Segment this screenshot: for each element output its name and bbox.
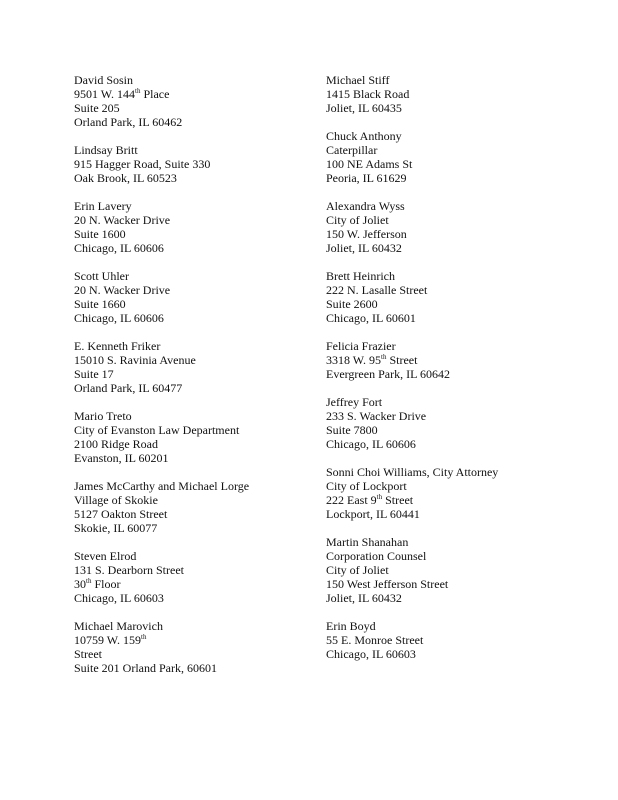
address-entry bbox=[326, 465, 596, 521]
address-line bbox=[74, 451, 304, 465]
address-text: Chicago, IL 60603 bbox=[74, 591, 164, 605]
address-text: City of Joliet bbox=[326, 213, 389, 227]
address-entry bbox=[74, 409, 304, 465]
address-text: 15010 S. Ravinia Avenue bbox=[74, 353, 196, 367]
addressee-name bbox=[74, 409, 304, 423]
address-line bbox=[74, 157, 304, 171]
address-column-right bbox=[326, 73, 596, 675]
address-text: 131 S. Dearborn Street bbox=[74, 563, 184, 577]
address-line bbox=[326, 283, 596, 297]
address-text: Michael Marovich bbox=[74, 619, 163, 633]
address-line bbox=[326, 409, 596, 423]
address-text: 3318 W. 95 bbox=[326, 353, 382, 367]
address-line bbox=[326, 227, 596, 241]
address-text: Chicago, IL 60606 bbox=[326, 437, 416, 451]
address-text: Erin Boyd bbox=[326, 619, 376, 633]
address-text: David Sosin bbox=[74, 73, 134, 87]
address-line bbox=[326, 479, 596, 493]
addressee-name bbox=[326, 465, 596, 479]
address-text: Evanston, IL 60201 bbox=[74, 451, 169, 465]
address-entry bbox=[74, 269, 304, 325]
address-line bbox=[326, 437, 596, 451]
address-text: Sonni Choi Williams, City Attorney bbox=[326, 465, 499, 479]
address-line bbox=[326, 157, 596, 171]
address-line bbox=[74, 577, 304, 591]
addressee-name bbox=[74, 479, 304, 493]
address-text: Mario Treto bbox=[74, 409, 132, 423]
address-text: City of Lockport bbox=[326, 479, 407, 493]
addressee-name bbox=[326, 269, 596, 283]
address-line bbox=[326, 633, 596, 647]
address-line bbox=[74, 227, 304, 241]
ordinal-suffix: th bbox=[135, 87, 141, 95]
address-line bbox=[326, 297, 596, 311]
address-entry bbox=[74, 549, 304, 605]
addressee-name bbox=[326, 339, 596, 353]
address-text: 30 bbox=[74, 577, 86, 591]
address-text: Brett Heinrich bbox=[326, 269, 395, 283]
address-line bbox=[74, 101, 304, 115]
address-text-after: Place bbox=[140, 87, 170, 101]
address-text: Chicago, IL 60606 bbox=[74, 241, 164, 255]
address-text: Oak Brook, IL 60523 bbox=[74, 171, 177, 185]
addressee-name bbox=[326, 619, 596, 633]
address-text: 9501 W. 144 bbox=[74, 87, 136, 101]
address-entry bbox=[326, 619, 596, 661]
address-text: Orland Park, IL 60477 bbox=[74, 381, 183, 395]
address-text: James McCarthy and Michael Lorge bbox=[74, 479, 250, 493]
address-text: 2100 Ridge Road bbox=[74, 437, 158, 451]
address-line bbox=[74, 381, 304, 395]
addressee-name bbox=[326, 395, 596, 409]
address-text: Chicago, IL 60606 bbox=[74, 311, 164, 325]
address-text: Scott Uhler bbox=[74, 269, 129, 283]
addressee-name bbox=[326, 73, 596, 87]
address-text: 222 East 9 bbox=[326, 493, 377, 507]
address-line bbox=[74, 115, 304, 129]
address-line bbox=[74, 563, 304, 577]
address-text: Evergreen Park, IL 60642 bbox=[326, 367, 450, 381]
address-entry bbox=[326, 73, 596, 115]
address-line bbox=[74, 521, 304, 535]
address-entry bbox=[74, 199, 304, 255]
address-text: Caterpillar bbox=[326, 143, 378, 157]
address-entry bbox=[74, 479, 304, 535]
address-line bbox=[326, 423, 596, 437]
address-line bbox=[74, 591, 304, 605]
address-text: Joliet, IL 60432 bbox=[326, 241, 402, 255]
address-entry bbox=[326, 129, 596, 185]
address-text: 100 NE Adams St bbox=[326, 157, 413, 171]
address-text: Suite 7800 bbox=[326, 423, 378, 437]
address-line bbox=[326, 591, 596, 605]
addressee-name bbox=[74, 143, 304, 157]
address-line bbox=[74, 213, 304, 227]
address-line bbox=[326, 241, 596, 255]
address-line bbox=[74, 493, 304, 507]
address-entry bbox=[326, 199, 596, 255]
ordinal-suffix: th bbox=[141, 633, 147, 641]
address-line bbox=[326, 549, 596, 563]
address-text: 20 N. Wacker Drive bbox=[74, 213, 171, 227]
address-text: Suite 1660 bbox=[74, 297, 126, 311]
address-text: Erin Lavery bbox=[74, 199, 132, 213]
addressee-name bbox=[74, 339, 304, 353]
address-text: Suite 1600 bbox=[74, 227, 126, 241]
address-line bbox=[326, 101, 596, 115]
address-text: Chuck Anthony bbox=[326, 129, 402, 143]
address-entry bbox=[74, 73, 304, 129]
address-text: 1415 Black Road bbox=[326, 87, 410, 101]
address-line bbox=[74, 647, 304, 661]
address-entry bbox=[326, 395, 596, 451]
address-entry bbox=[74, 339, 304, 395]
address-text: Street bbox=[74, 647, 102, 661]
address-line bbox=[326, 311, 596, 325]
addressee-name bbox=[74, 269, 304, 283]
address-text: Chicago, IL 60601 bbox=[326, 311, 416, 325]
address-text: E. Kenneth Friker bbox=[74, 339, 161, 353]
addressee-name bbox=[74, 199, 304, 213]
address-text: Lindsay Britt bbox=[74, 143, 138, 157]
address-text-after: Floor bbox=[91, 577, 121, 591]
address-text: Joliet, IL 60435 bbox=[326, 101, 402, 115]
address-text: Chicago, IL 60603 bbox=[326, 647, 416, 661]
address-line bbox=[326, 353, 596, 367]
address-text-after: Street bbox=[382, 493, 414, 507]
address-text: Suite 17 bbox=[74, 367, 114, 381]
address-line bbox=[326, 87, 596, 101]
address-line bbox=[326, 563, 596, 577]
address-text: Martin Shanahan bbox=[326, 535, 409, 549]
address-text: Orland Park, IL 60462 bbox=[74, 115, 183, 129]
address-line bbox=[326, 507, 596, 521]
address-entry bbox=[74, 143, 304, 185]
ordinal-suffix: th bbox=[376, 493, 383, 501]
address-line bbox=[74, 241, 304, 255]
address-text: 10759 W. 159 bbox=[74, 633, 142, 647]
address-line bbox=[326, 367, 596, 381]
address-line bbox=[74, 437, 304, 451]
addressee-name bbox=[326, 535, 596, 549]
address-line bbox=[74, 423, 304, 437]
address-line bbox=[74, 353, 304, 367]
address-text: Corporation Counsel bbox=[326, 549, 427, 563]
address-entry bbox=[326, 339, 596, 381]
address-text: 150 W. Jefferson bbox=[326, 227, 407, 241]
address-text: Peoria, IL 61629 bbox=[326, 171, 407, 185]
addressee-name bbox=[74, 73, 304, 87]
address-line bbox=[74, 367, 304, 381]
address-text: City of Joliet bbox=[326, 563, 389, 577]
address-text: Joliet, IL 60432 bbox=[326, 591, 402, 605]
address-entry bbox=[326, 535, 596, 605]
address-text: 150 West Jefferson Street bbox=[326, 577, 449, 591]
address-text: Suite 205 bbox=[74, 101, 120, 115]
address-line bbox=[74, 87, 304, 101]
address-text: 55 E. Monroe Street bbox=[326, 633, 424, 647]
address-line bbox=[74, 661, 304, 675]
address-line bbox=[326, 171, 596, 185]
address-text: 233 S. Wacker Drive bbox=[326, 409, 427, 423]
address-line bbox=[74, 507, 304, 521]
address-text: Steven Elrod bbox=[74, 549, 137, 563]
address-entry bbox=[74, 619, 304, 675]
address-line bbox=[74, 283, 304, 297]
address-text: Jeffrey Fort bbox=[326, 395, 383, 409]
address-text: Village of Skokie bbox=[74, 493, 158, 507]
address-line bbox=[326, 213, 596, 227]
address-text: Lockport, IL 60441 bbox=[326, 507, 420, 521]
address-text: 222 N. Lasalle Street bbox=[326, 283, 428, 297]
addressee-name bbox=[74, 549, 304, 563]
address-text: Skokie, IL 60077 bbox=[74, 521, 158, 535]
address-text: Suite 201 Orland Park, 60601 bbox=[74, 661, 217, 675]
address-entry bbox=[326, 269, 596, 325]
address-text: 5127 Oakton Street bbox=[74, 507, 168, 521]
address-text: Michael Stiff bbox=[326, 73, 390, 87]
address-line bbox=[326, 493, 596, 507]
ordinal-suffix: th bbox=[86, 577, 92, 585]
address-text: Felicia Frazier bbox=[326, 339, 396, 353]
addressee-name bbox=[326, 199, 596, 213]
address-line bbox=[326, 577, 596, 591]
address-line bbox=[326, 647, 596, 661]
addressee-name bbox=[326, 129, 596, 143]
address-line bbox=[74, 297, 304, 311]
addressee-name bbox=[74, 619, 304, 633]
address-line bbox=[74, 633, 304, 647]
address-text: Alexandra Wyss bbox=[326, 199, 405, 213]
address-text: Suite 2600 bbox=[326, 297, 378, 311]
address-line bbox=[326, 143, 596, 157]
address-line bbox=[74, 171, 304, 185]
address-text: City of Evanston Law Department bbox=[74, 423, 240, 437]
address-text-after: Street bbox=[386, 353, 418, 367]
address-text: 915 Hagger Road, Suite 330 bbox=[74, 157, 211, 171]
address-line bbox=[74, 311, 304, 325]
address-text: 20 N. Wacker Drive bbox=[74, 283, 171, 297]
address-column-left bbox=[74, 73, 304, 689]
ordinal-suffix: th bbox=[381, 353, 387, 361]
